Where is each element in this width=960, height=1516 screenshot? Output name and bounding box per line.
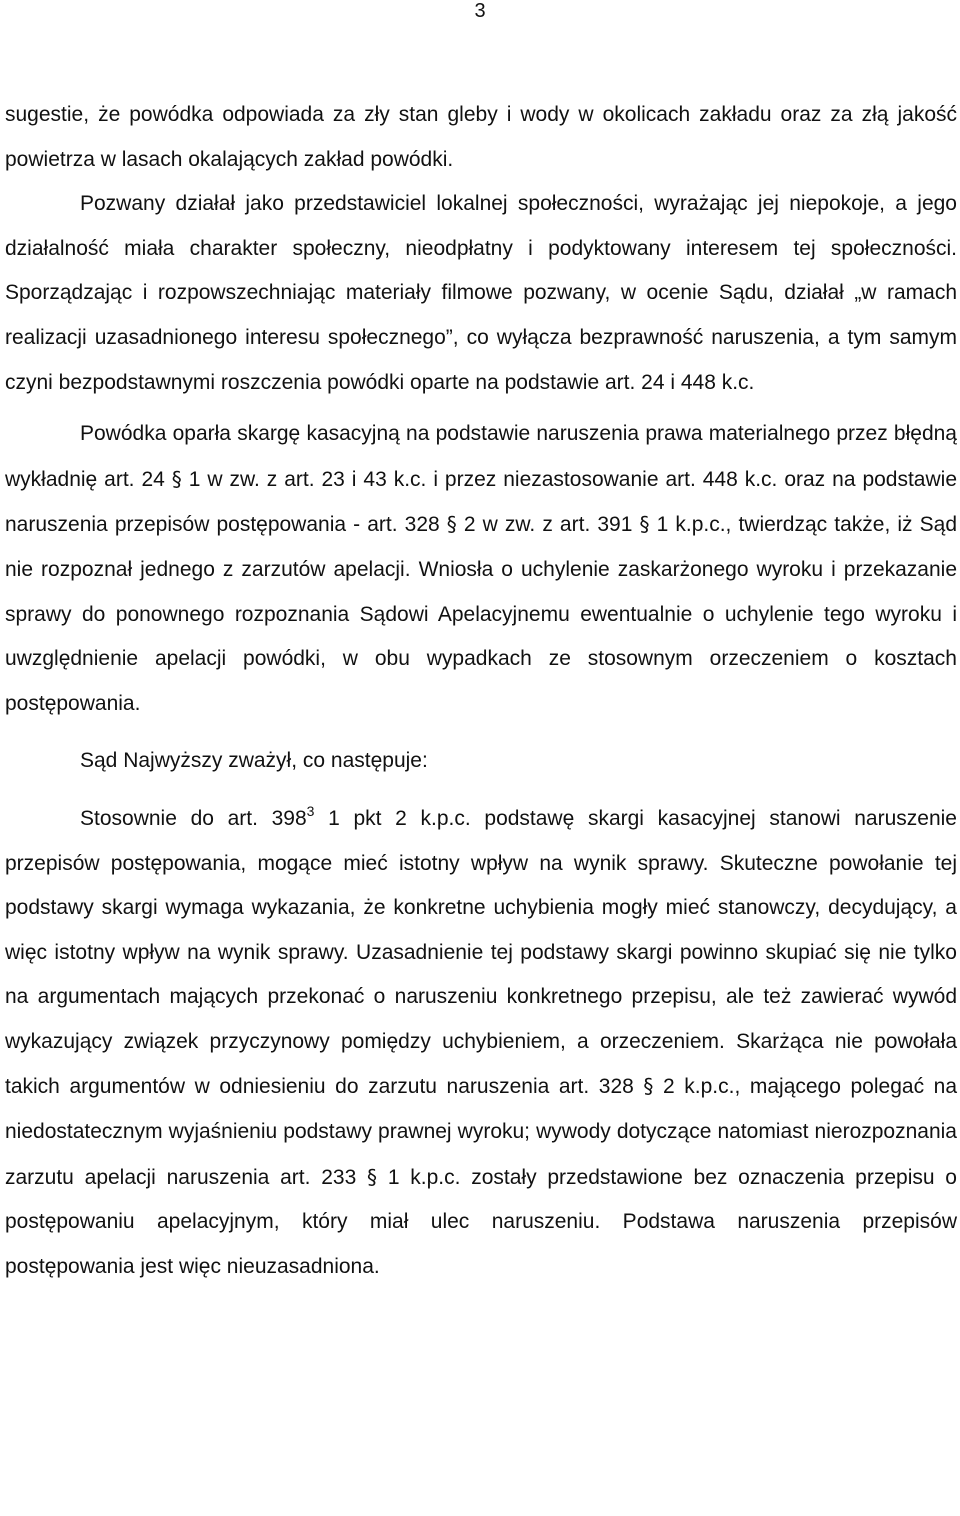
paragraph-4-text: 1 k.p.c. zostały przedstawione bez oznaczenia przepisu o postępowaniu apelacyjnym, który miał ulec naruszeniu. Podstawa naruszenia przepisów postępowania jest więc nieuzasadniona. xyxy=(5,1165,957,1278)
paragraph-1: sugestie, że powódka odpowiada za zły stan gleby i wody w okolicach zakładu oraz za złą jakość powietrza w lasach okalających zakład powódki. xyxy=(5,103,957,171)
document-body xyxy=(5,93,957,1289)
paragraph-3-text: 2 w zw. z art. 391 xyxy=(456,513,640,537)
section-heading: Sąd Najwyższy zważył, co następuje: xyxy=(80,749,428,773)
paragraph-4 xyxy=(5,797,957,1290)
paragraph-3-text: 1 k.p.c., twierdząc także, iż Sąd nie rozpoznał jednego z zarzutów apelacji. Wniosła o uchylenie zaskarżonego wyroku i przekazanie sprawy do ponownego rozpoznania Sądowi Apelacyjnemu ewentualnie o uchylenie tego wyroku i uwzględnienie apelacji powódki, w obu wypadkach ze stosownym orzeczeniem o kosztach postępowania. xyxy=(5,513,957,715)
paragraph-3-text: 1 w zw. z art. 23 i 43 k.c. i przez niezastosowanie art. 448 k.c. oraz na podstawie naruszenia przepisów postępowania - art. 328 xyxy=(5,467,958,537)
section-sign: § xyxy=(367,1164,378,1189)
section-sign: § xyxy=(639,512,650,537)
superscript: 3 xyxy=(306,802,315,819)
section-sign: § xyxy=(171,466,182,491)
page-number: 3 xyxy=(474,0,486,22)
section-sign: § xyxy=(643,1074,654,1099)
paragraph-2: Pozwany działał jako przedstawiciel lokalnej społeczności, wyrażając jej niepokoje, a jego działalność miała charakter społeczny, nieodpłatny i podyktowany interesem tej społeczności. Sporządzając i rozpowszechniając materiały filmowe pozwany, w ocenie Sądu, działał „w ramach realizacji uzasadnionego interesu społecznego”, co wyłącza bezprawność naruszenia, a tym samym czyni bezpodstawnymi roszczenia powódki oparte na podstawie art. 24 i 448 k.c. xyxy=(5,192,957,394)
paragraph-4-text: 1 pkt 2 k.p.c. podstawę skargi kasacyjnej stanowi naruszenie przepisów postępowania, mogące mieć istotny wpływ na wynik sprawy. Skuteczne powołanie tej podstawy skargi wymaga wykazania, że konkretne uchybienia mogły mieć stanowczy, decydujący, a więc istotny wpływ na wynik sprawy. Uzasadnienie tej podstawy skargi powinno skupiać się nie tylko na argumentach mających przekonać o naruszeniu konkretnego przepisu, ale też zawierać wywód wykazujący związek przyczynowy pomiędzy uchybieniem, a orzeczeniem. Skarżąca nie powołała takich argumentów w odniesieniu do zarzutu naruszenia art. 328 xyxy=(5,806,957,1099)
paragraph-3 xyxy=(5,412,957,726)
paragraph-4-text: 2 k.p.c., mającego polegać na niedostatecznym wyjaśnieniu podstawy prawnej wyroku; wywody dotyczące natomiast nierozpoznania zarzutu apelacji naruszenia art. 233 xyxy=(5,1075,958,1189)
section-sign: § xyxy=(446,512,457,537)
paragraph-3-text: Powódka oparła skargę kasacyjną na podstawie naruszenia prawa materialnego przez błędną wykładnię art. 24 xyxy=(5,422,957,491)
paragraph-4-text: Stosownie do art. 398 xyxy=(80,806,307,830)
